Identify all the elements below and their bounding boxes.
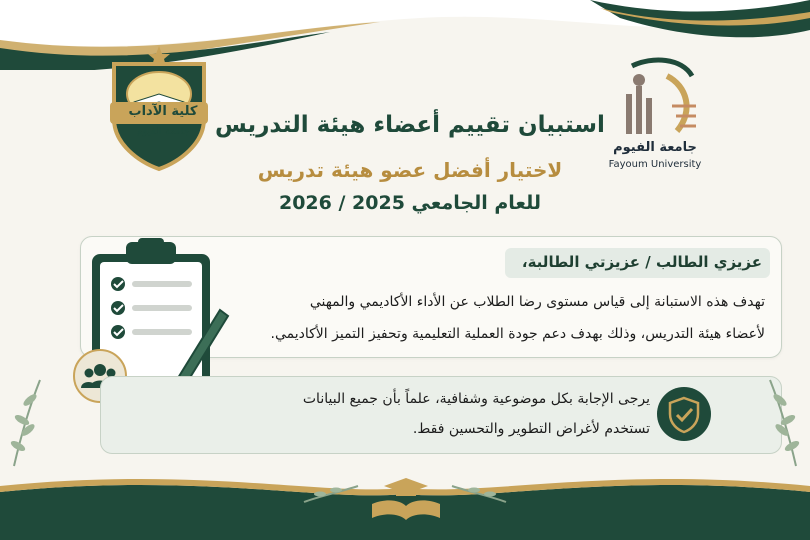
olive-branch-icon	[0, 370, 70, 470]
note-line-2: تستخدم لأغراض التطوير والتحسين فقط.	[412, 421, 650, 437]
page-subtitle: لاختيار أفضل عضو هيئة تدريس	[257, 158, 563, 182]
graduation-cap-book-icon	[366, 474, 446, 524]
fayoum-university-logo-icon	[612, 46, 708, 140]
university-name-arabic: جامعة الفيوم	[613, 140, 697, 155]
faculty-university-name: جامعة الفيوم	[136, 126, 190, 137]
shield-check-icon	[654, 384, 714, 444]
olive-branch-icon	[300, 478, 360, 508]
university-name-english: Fayoum University	[608, 159, 702, 170]
greeting-text: عزيزي الطالب / عزيزتي الطالبة،	[521, 253, 762, 271]
intro-line-2: لأعضاء هيئة التدريس، وذلك بهدف دعم جودة العملية التعليمية وتحفيز التميز الأكاديمي.	[270, 326, 765, 342]
intro-line-1: تهدف هذه الاستبانة إلى قياس مستوى رضا الطلاب عن الأداء الأكاديمي والمهني	[309, 294, 765, 310]
olive-branch-icon	[450, 478, 510, 508]
note-line-1: يرجى الإجابة بكل موضوعية وشفافية، علماً بأن جميع البيانات	[302, 391, 650, 407]
olive-branch-icon	[740, 370, 810, 470]
page-title: استبيان تقييم أعضاء هيئة التدريس	[215, 112, 605, 138]
faculty-name: كلية الآداب	[128, 104, 198, 119]
academic-year: للعام الجامعي 2025 / 2026	[278, 192, 542, 214]
